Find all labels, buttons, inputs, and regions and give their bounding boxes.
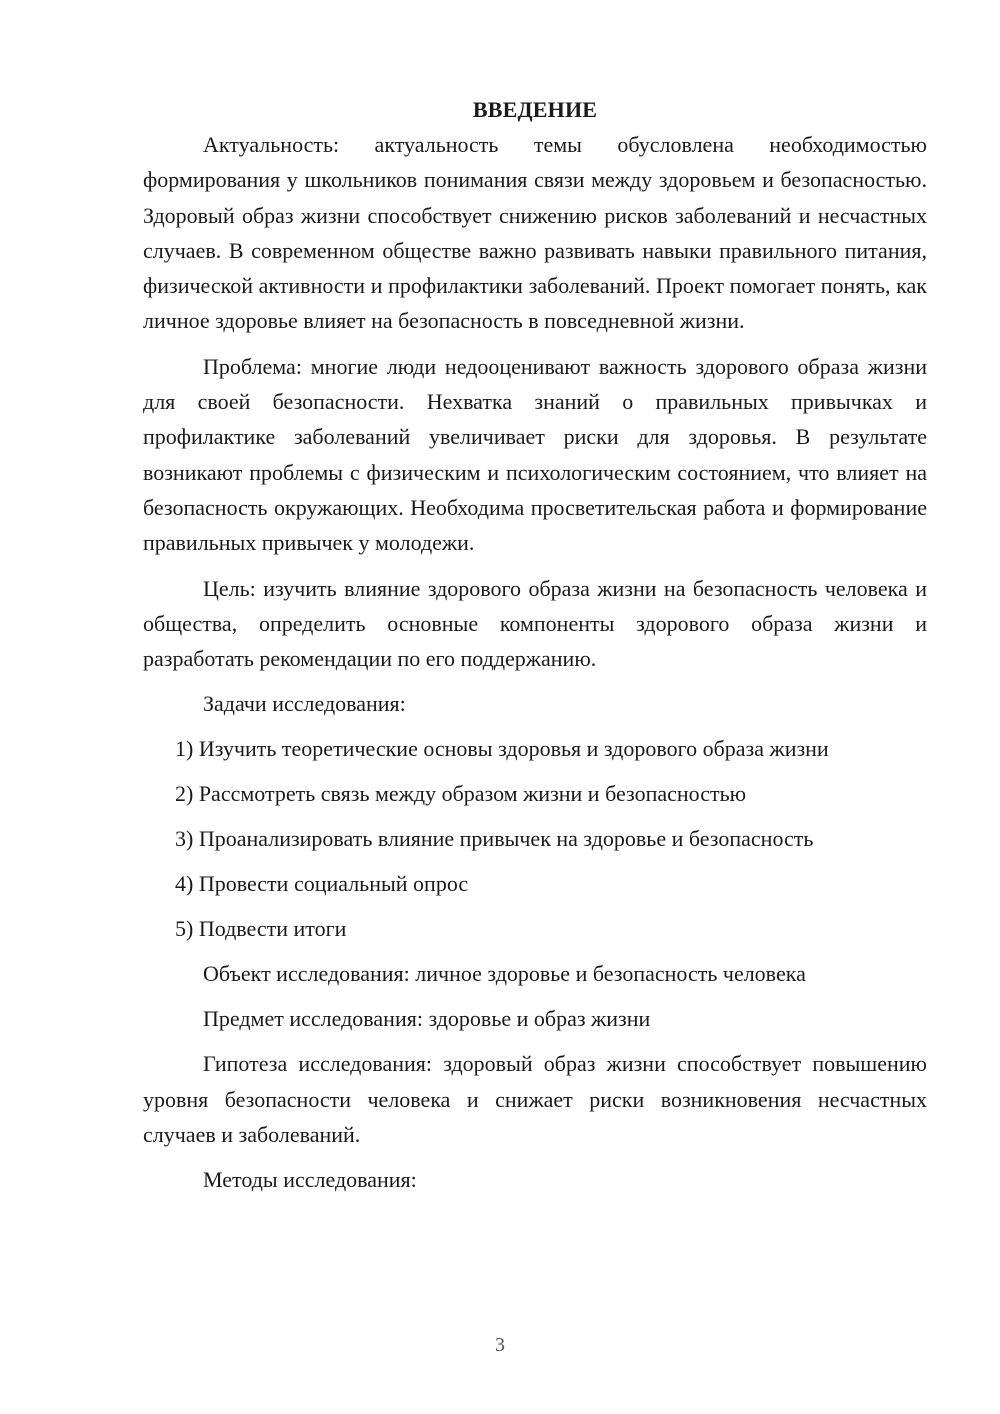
- task-item: 5) Подвести итоги: [175, 916, 347, 942]
- task-item: 4) Провести социальный опрос: [175, 871, 469, 897]
- research-subject: Предмет исследования: здоровье и образ жизни: [203, 1006, 651, 1032]
- document-page: [143, 92, 927, 1197]
- relevance-paragraph: Актуальность: актуальность темы обусловлена необходимостью формирования у школьников понимания связи между здоровьем и безопасностью. Здоровый образ жизни способствует снижению рисков заболеваний и несчастных случаев. В современном обществе важно развивать навыки правильного питания, физической активности и профилактики заболеваний. Проект помогает понять, как личное здоровье влияет на безопасность в повседневной жизни.: [143, 132, 927, 334]
- task-item: 3) Проанализировать влияние привычек на здоровье и безопасность: [175, 826, 814, 852]
- research-object: Объект исследования: личное здоровье и безопасность человека: [203, 961, 806, 987]
- task-item: 1) Изучить теоретические основы здоровья и здорового образа жизни: [175, 736, 829, 762]
- page-number: 3: [495, 1334, 505, 1356]
- tasks-heading: Задачи исследования:: [203, 691, 406, 717]
- methods-heading: Методы исследования:: [203, 1167, 417, 1193]
- hypothesis-paragraph: Гипотеза исследования: здоровый образ жизни способствует повышению уровня безопасности человека и снижает риски возникновения несчастных случаев и заболеваний.: [143, 1051, 927, 1148]
- task-item: 2) Рассмотреть связь между образом жизни и безопасностью: [175, 781, 747, 807]
- goal-paragraph: Цель: изучить влияние здорового образа жизни на безопасность человека и общества, определить основные компоненты здорового образа жизни и разработать рекомендации по его поддержанию.: [143, 575, 927, 672]
- problem-paragraph: Проблема: многие люди недооценивают важность здорового образа жизни для своей безопасности. Нехватка знаний о правильных привычках и профилактике заболеваний увеличивает риски для здоровья. В результате возникают проблемы с физическим и психологическим состоянием, что влияет на безопасность окружающих. Необходима просветительская работа и формирование правильных привычек у молодежи.: [143, 353, 927, 556]
- section-heading: ВВЕДЕНИЕ: [472, 97, 598, 122]
